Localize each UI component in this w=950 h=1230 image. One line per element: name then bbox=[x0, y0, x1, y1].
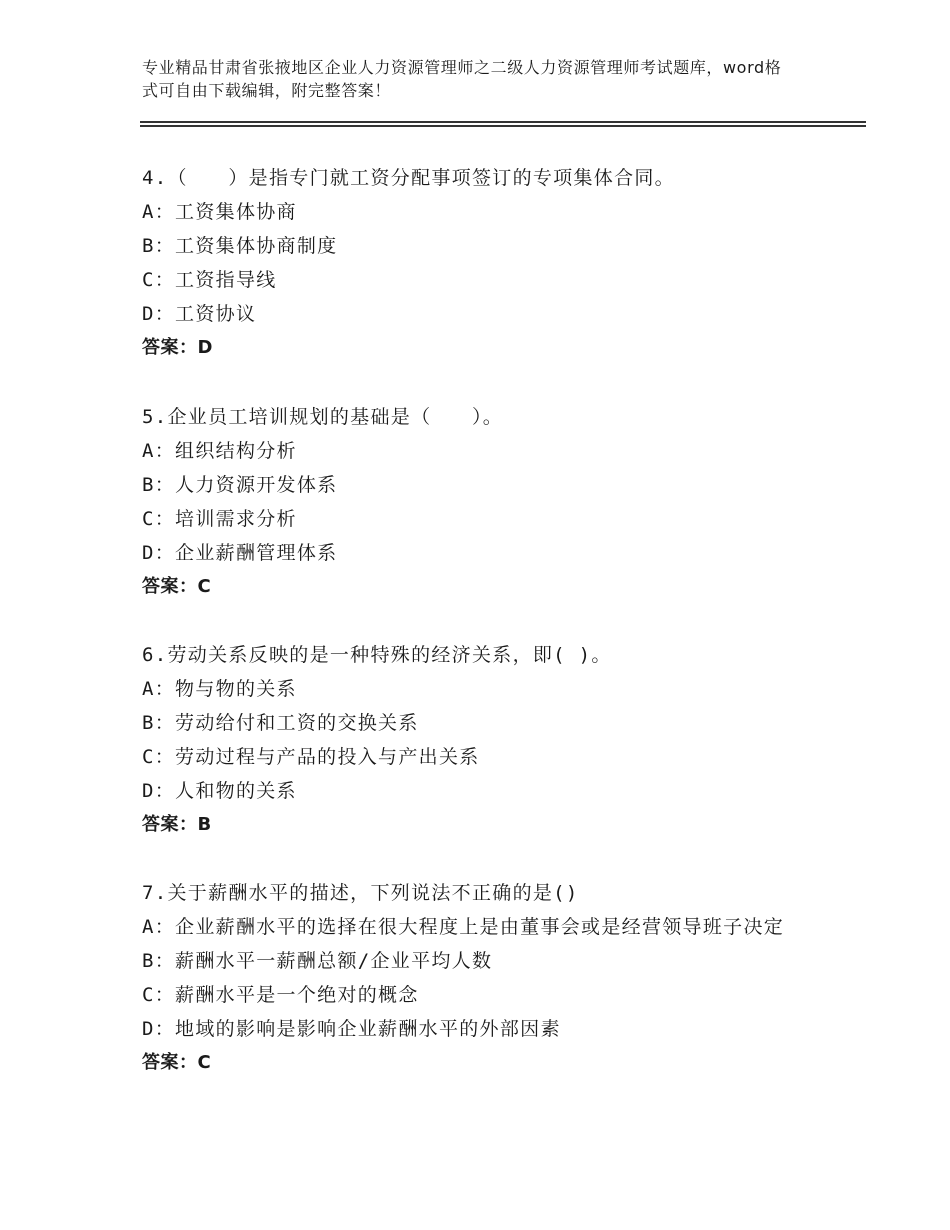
option-c: C：工资指导线 bbox=[142, 269, 277, 291]
option-b: B：工资集体协商制度 bbox=[142, 235, 338, 257]
answer: 答案：C bbox=[142, 576, 212, 597]
option-b: B：人力资源开发体系 bbox=[142, 474, 338, 496]
option-b: B：薪酬水平一薪酬总额/企业平均人数 bbox=[142, 950, 493, 972]
option-c: C：劳动过程与产品的投入与产出关系 bbox=[142, 746, 480, 768]
option-a: A：物与物的关系 bbox=[142, 678, 297, 700]
option-b: B：劳动给付和工资的交换关系 bbox=[142, 712, 419, 734]
answer: 答案：C bbox=[142, 1052, 212, 1073]
option-d: D：人和物的关系 bbox=[142, 780, 297, 802]
option-c: C：培训需求分析 bbox=[142, 508, 297, 530]
question-stem: 5.企业员工培训规划的基础是（ ）。 bbox=[142, 406, 504, 428]
option-c: C：薪酬水平是一个绝对的概念 bbox=[142, 984, 419, 1006]
question-7 bbox=[142, 876, 822, 1080]
question-5 bbox=[142, 400, 822, 604]
option-d: D：地域的影响是影响企业薪酬水平的外部因素 bbox=[142, 1018, 561, 1040]
document-header: 专业精品甘肃省张掖地区企业人力资源管理师之二级人力资源管理师考试题库，word格式可自由下载编辑，附完整答案！ bbox=[142, 58, 782, 100]
option-a: A：工资集体协商 bbox=[142, 201, 297, 223]
header-divider-top bbox=[140, 121, 866, 123]
option-a: A：企业薪酬水平的选择在很大程度上是由董事会或是经营领导班子决定 bbox=[142, 916, 785, 938]
option-d: D：企业薪酬管理体系 bbox=[142, 542, 338, 564]
answer: 答案：D bbox=[142, 337, 213, 358]
option-d: D：工资协议 bbox=[142, 303, 257, 325]
question-4 bbox=[142, 161, 822, 365]
header-divider-bottom bbox=[140, 125, 866, 127]
question-stem: 7.关于薪酬水平的描述，下列说法不正确的是() bbox=[142, 882, 579, 904]
question-6 bbox=[142, 638, 822, 842]
option-a: A：组织结构分析 bbox=[142, 440, 297, 462]
question-stem: 6.劳动关系反映的是一种特殊的经济关系，即( )。 bbox=[142, 644, 612, 666]
answer: 答案：B bbox=[142, 814, 212, 835]
question-stem: 4.（ ）是指专门就工资分配事项签订的专项集体合同。 bbox=[142, 167, 675, 189]
